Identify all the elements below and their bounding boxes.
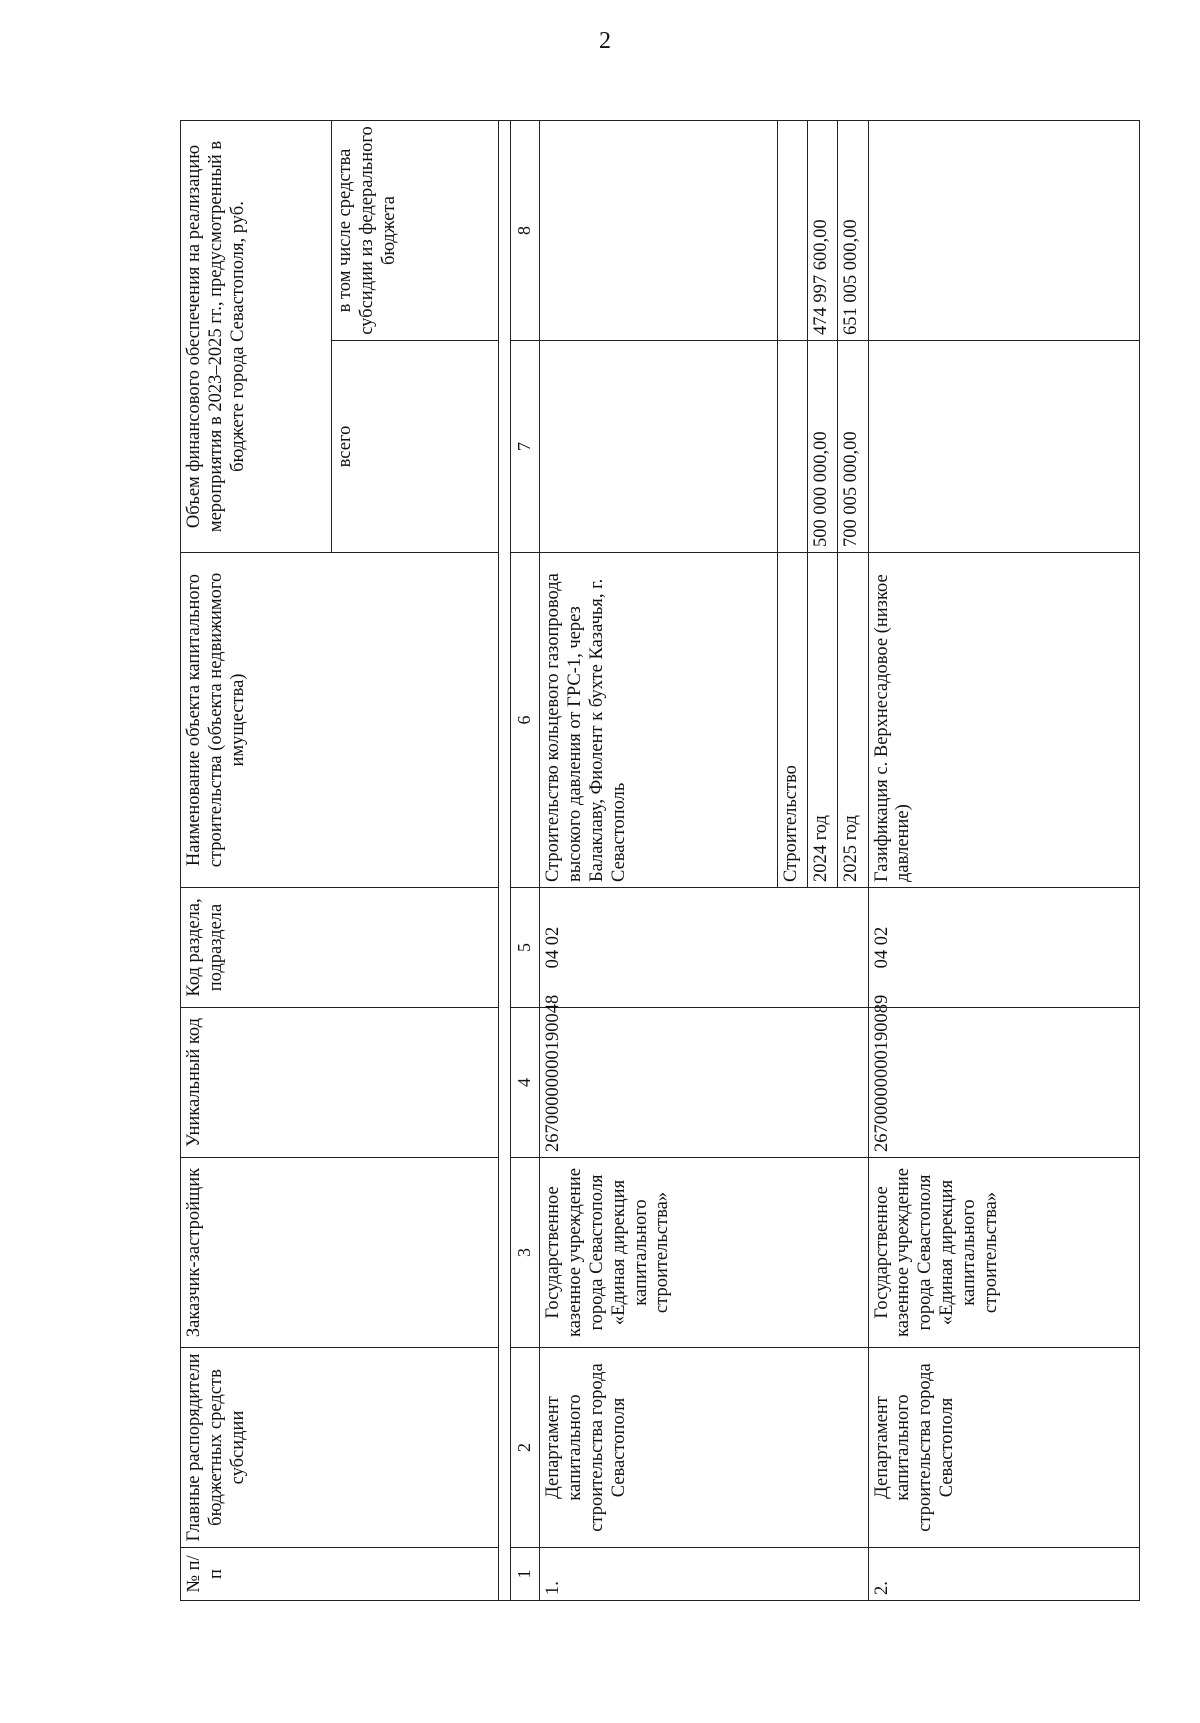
header-unique-code: Уникальный код (181, 1008, 499, 1158)
sub-federal (778, 121, 808, 341)
col-number: 8 (510, 121, 539, 341)
col-number: 2 (510, 1348, 539, 1548)
col-number: 4 (510, 1008, 539, 1158)
header-distributor: Главные распорядители бюджетных средств субсидии (181, 1348, 499, 1548)
col-number: 5 (510, 888, 539, 1008)
header-financing: Объем финансового обеспечения на реализацию мероприятия в 2023–2025 гг., предусмотренный в бюджете города Севастополя, руб. (181, 121, 332, 553)
row-num: 1. (540, 1548, 868, 1601)
row-unique-code: 26700000000190048 (540, 1008, 868, 1158)
header-total: всего (332, 341, 499, 553)
row-customer: Государственное казенное учреждение города Севастополя «Единая дирекция капитального строительства» (868, 1158, 1140, 1348)
row-distributor: Департамент капитального строительства города Севастополя (540, 1348, 868, 1548)
header-federal: в том числе средства субсидии из федерального бюджета (332, 121, 499, 341)
row-total (540, 341, 778, 553)
sub-total: 500 000 000,00 (808, 341, 838, 553)
sub-federal: 474 997 600,00 (808, 121, 838, 341)
header-section-code: Код раздела, подраздела (181, 888, 499, 1008)
sub-total: 700 005 000,00 (838, 341, 868, 553)
header-object-name: Наименование объекта капитального строительства (объекта недвижимого имущества) (181, 553, 499, 888)
row-federal (868, 121, 1140, 341)
row-section-code: 04 02 (868, 888, 1140, 1008)
col-number: 6 (510, 553, 539, 888)
col-number: 1 (510, 1548, 539, 1601)
sub-federal: 651 005 000,00 (838, 121, 868, 341)
sub-label: 2025 год (838, 553, 868, 888)
col-number: 3 (510, 1158, 539, 1348)
row-section-code: 04 02 (540, 888, 868, 1008)
row-num: 2. (868, 1548, 1140, 1601)
col-number: 7 (510, 341, 539, 553)
sub-label: 2024 год (808, 553, 838, 888)
sub-total (778, 341, 808, 553)
row-object-name: Строительство кольцевого газопровода высокого давления от ГРС-1, через Балаклаву, Фиолент к бухте Казачья, г. Севастополь (540, 553, 778, 888)
row-federal (540, 121, 778, 341)
header-num: № п/п (181, 1548, 499, 1601)
row-customer: Государственное казенное учреждение города Севастополя «Единая дирекция капитального строительства» (540, 1158, 868, 1348)
header-customer: Заказчик-застройщик (181, 1158, 499, 1348)
sub-label: Строительство (778, 553, 808, 888)
page-number: 2 (599, 28, 611, 54)
row-total (868, 341, 1140, 553)
row-object-name: Газификация с. Верхнесадовое (низкое давление) (868, 553, 1140, 888)
rotated-table-container (180, 121, 1140, 1601)
financing-table (180, 120, 1140, 1601)
row-distributor: Департамент капитального строительства города Севастополя (868, 1348, 1140, 1548)
row-unique-code: 26700000000190089 (868, 1008, 1140, 1158)
